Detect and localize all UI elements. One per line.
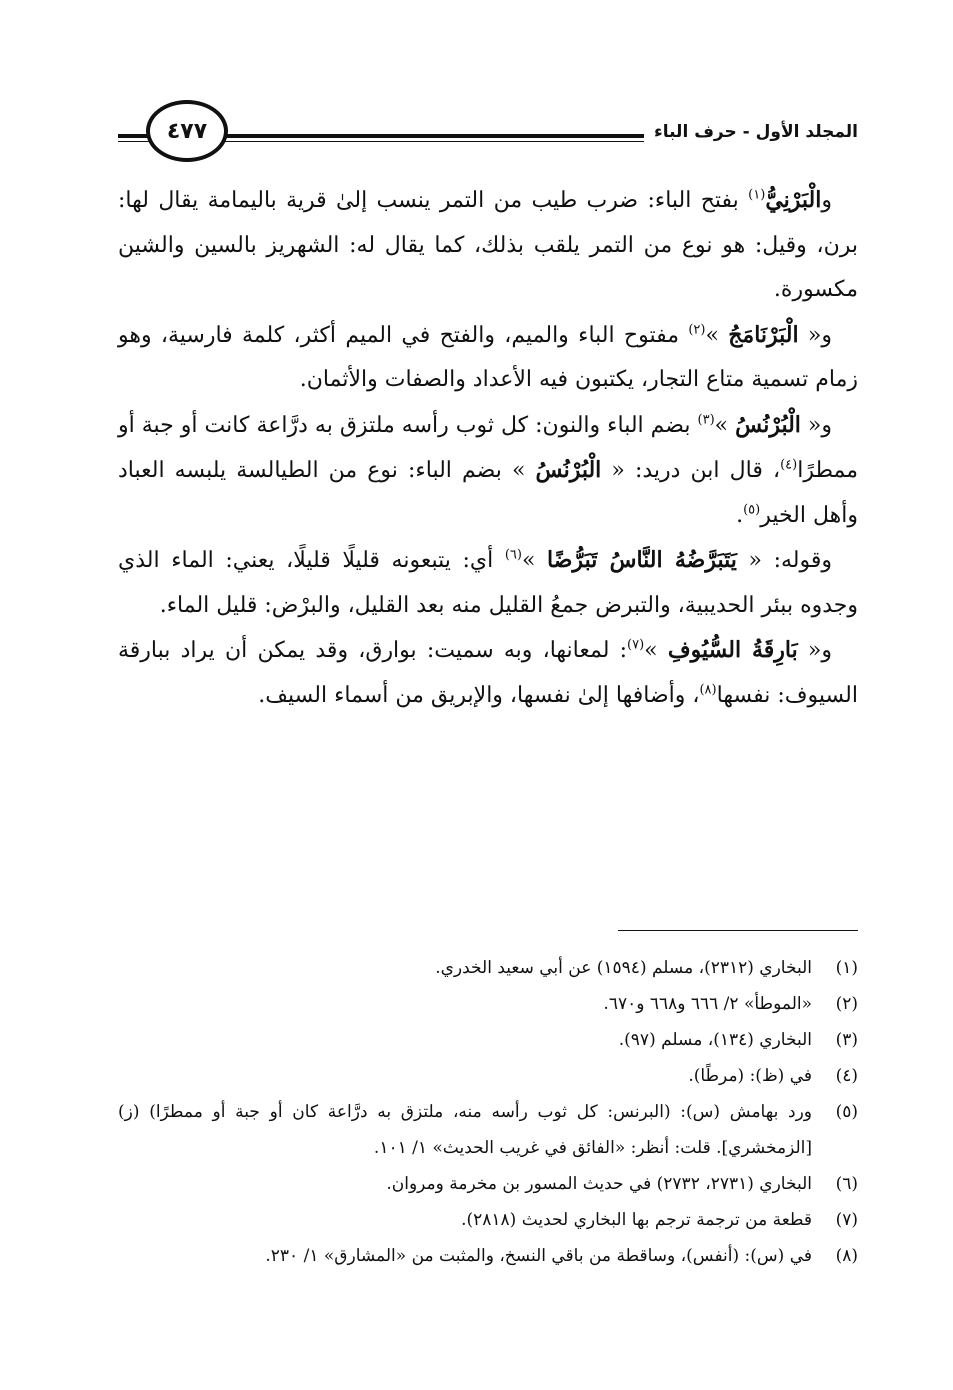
- headword: الْبَرْنِيُّ: [765, 187, 822, 213]
- quote-close: »: [644, 638, 668, 663]
- footnote-ref[interactable]: (٥): [743, 502, 761, 518]
- headword: الْبُرْنُسُ: [735, 411, 801, 438]
- footnote-ref[interactable]: (٤): [780, 457, 798, 473]
- paragraph-bariqa: [118, 628, 858, 718]
- paragraph-lead: و: [821, 188, 832, 213]
- paragraph-text: » بضم الباء: نوع من الطيالسة يلبسه العباد وأهل الخير: [118, 458, 858, 528]
- footnote-item: [118, 986, 858, 1022]
- footnote-ref[interactable]: (٧): [627, 637, 645, 653]
- footnote-ref[interactable]: (٨): [699, 682, 717, 698]
- paragraph-text: مفتوح الباء والميم، والفتح في الميم أكثر، كلمة فارسية، وهو زمام تسمية متاع التجار، يكتبون فيه الأعداد والصفات والأثمان.: [118, 322, 858, 392]
- footnote-text: البخاري (١٣٤)، مسلم (٩٧).: [618, 1030, 812, 1050]
- footnote-item: [118, 1022, 858, 1058]
- footnote-ref[interactable]: (٦): [504, 547, 522, 563]
- page-number: ٤٧٧: [146, 100, 228, 162]
- quote-close: »: [521, 548, 548, 573]
- footnote-number: (١): [835, 958, 858, 978]
- footnotes: [118, 950, 858, 1274]
- paragraph-burnus: [118, 403, 858, 539]
- paragraph-lead: و«: [798, 322, 833, 348]
- paragraph-tabarrud: [118, 538, 858, 628]
- paragraph-text: : لمعانها، وبه سميت: بوارق، وقد يمكن أن يراد ببارقة السيوف: نفسها: [118, 638, 858, 708]
- quote-close: »: [714, 412, 736, 438]
- headword: بَارِقَةُ السُّيُوفِ: [667, 637, 798, 663]
- footnote-item: [118, 1202, 858, 1238]
- paragraph-text: ، قال ابن دريد: «: [601, 458, 781, 483]
- footnote-text: ورد بهامش (س): (البرنس: كل ثوب رأسه منه، ملتزق به درَّاعة كان أو جبة أو ممطرًا) (ز) [الزمخشري]. قلت: أنظر: «الفائق في غريب الحديث» ١/ ١٠١.: [118, 1102, 812, 1158]
- headword: يَتَبَرَّضُهُ النَّاسُ تَبَرُّضًا: [547, 547, 737, 573]
- main-text: [118, 178, 858, 718]
- headword: الْبَرْنَامَجُ: [728, 321, 799, 348]
- footnote-number: (٢): [835, 994, 858, 1014]
- running-title: المجلد الأول - حرف الباء: [644, 118, 858, 146]
- footnote-item: [118, 950, 858, 986]
- footnote-text: قطعة من ترجمة ترجم بها البخاري لحديث (٢٨١٨).: [461, 1210, 812, 1230]
- footnote-number: (٥): [835, 1102, 858, 1122]
- footnote-item: [118, 1058, 858, 1094]
- page-header: [118, 98, 858, 168]
- footnote-ref[interactable]: (٣): [697, 412, 715, 428]
- footnote-ref[interactable]: (١): [748, 187, 766, 203]
- footnote-separator: [618, 930, 858, 931]
- paragraph-text: بفتح الباء: ضرب طيب من التمر ينسب إلىٰ قرية باليمامة يقال لها: برن، وقيل: هو نوع من التمر يلقب بذلك، كما يقال له: الشهريز بالسين والشين مكسورة.: [118, 188, 858, 302]
- footnote-number: (٧): [835, 1210, 858, 1230]
- paragraph-lead: وقوله: «: [736, 548, 832, 573]
- footnote-text: البخاري (٢٣١٢)، مسلم (١٥٩٤) عن أبي سعيد الخدري.: [435, 958, 812, 978]
- quote-close: »: [705, 322, 729, 348]
- footnote-text: في (ظ): (مرطًا).: [688, 1066, 812, 1086]
- footnote-number: (٣): [835, 1030, 858, 1050]
- headword: الْبُرْنُسُ: [535, 457, 602, 483]
- footnote-item: [118, 1166, 858, 1202]
- paragraph-text: ، وأضافها إلىٰ نفسها، والإبريق من أسماء السيف.: [258, 682, 700, 708]
- footnote-ref[interactable]: (٢): [688, 322, 706, 338]
- footnote-item: [118, 1094, 858, 1166]
- footnote-item: [118, 1238, 858, 1274]
- paragraph-barni: [118, 178, 858, 313]
- paragraph-lead: و«: [797, 638, 833, 663]
- paragraph-barnamaj: [118, 313, 858, 403]
- paragraph-text: بضم الباء والنون: كل ثوب رأسه ملتزق به درَّاعة كانت أو جبة أو ممطرًا: [118, 412, 859, 483]
- footnote-text: «الموطأ» ٢/ ٦٦٦ و٦٦٨ و٦٧٠.: [603, 994, 812, 1014]
- footnote-number: (٨): [835, 1246, 858, 1266]
- footnote-number: (٤): [835, 1066, 858, 1086]
- footnote-number: (٦): [835, 1174, 858, 1194]
- paragraph-text: .: [736, 502, 744, 528]
- footnote-text: البخاري (٢٧٣١، ٢٧٣٢) في حديث المسور بن مخرمة ومروان.: [386, 1174, 812, 1194]
- paragraph-lead: و«: [800, 412, 833, 438]
- footnote-text: في (س): (أنفس)، وساقطة من باقي النسخ، والمثبت من «المشارق» ١/ ٢٣٠.: [265, 1246, 812, 1266]
- paragraph-text: أي: يتبعونه قليلًا قليلًا، يعني: الماء الذي وجدوه ببئر الحديبية، والتبرض جمعُ القليل منه بعد القليل، والبرْض: قليل الماء.: [118, 548, 858, 618]
